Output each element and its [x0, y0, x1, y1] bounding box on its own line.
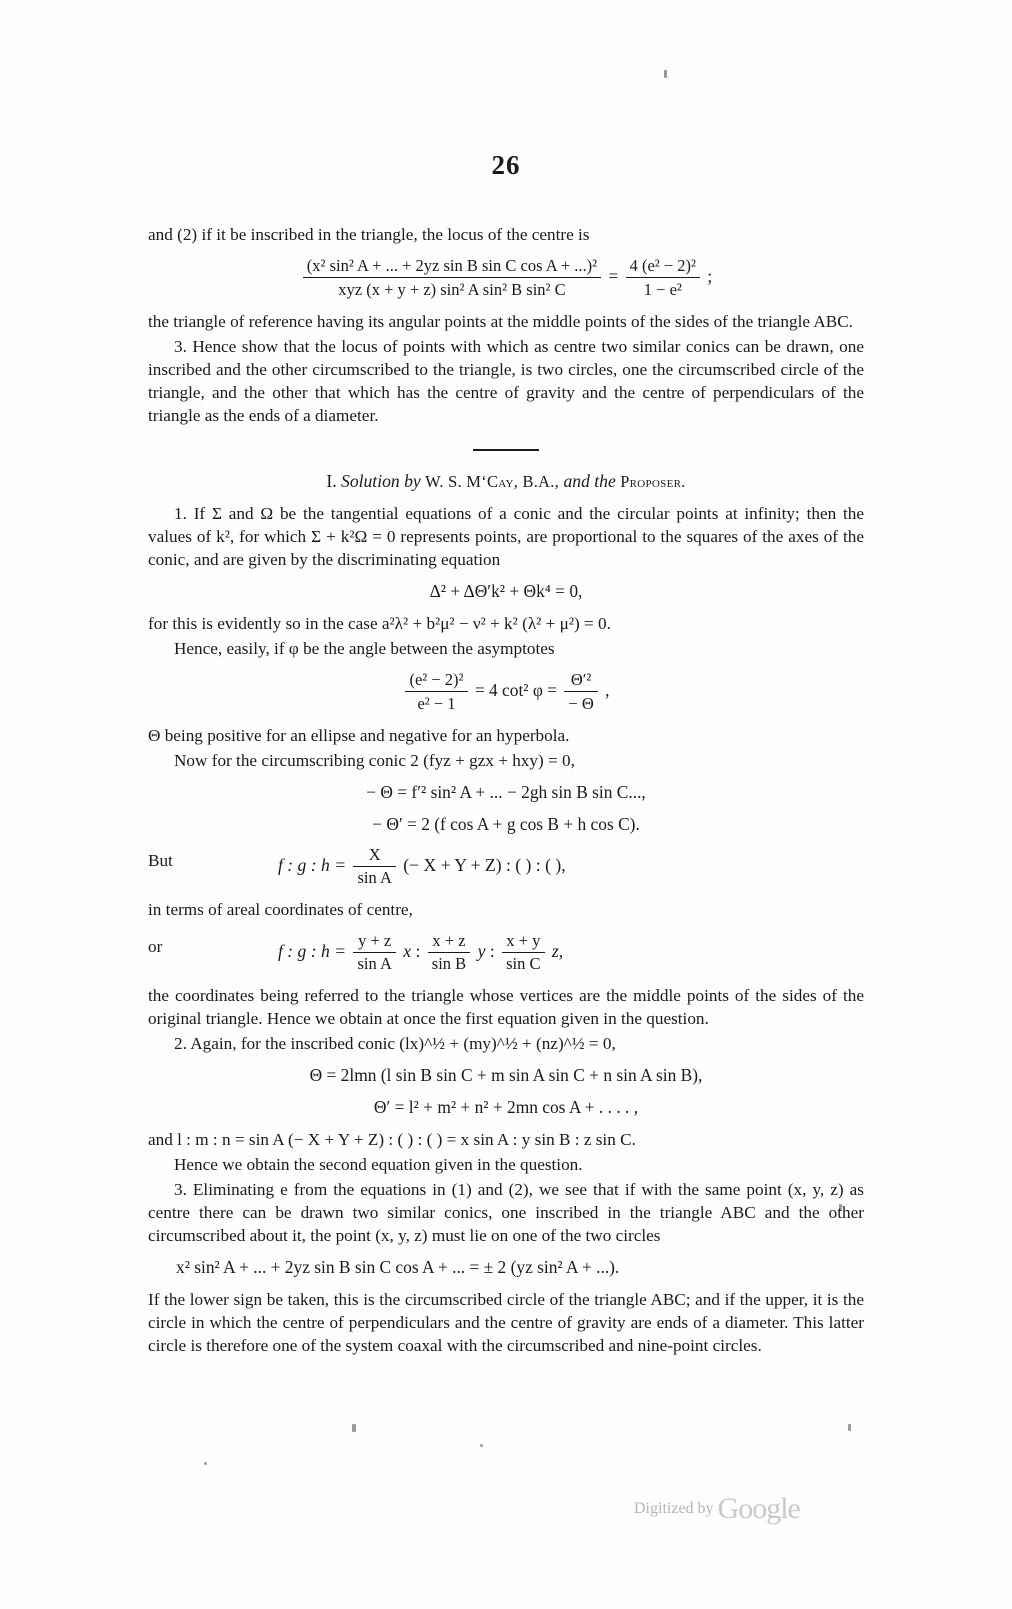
fraction-left — [405, 669, 467, 715]
fraction-numerator: 4 (e² − 2)² — [626, 255, 700, 278]
fraction-denominator: − Θ — [568, 694, 594, 714]
fraction-numerator: (e² − 2)² — [405, 669, 467, 692]
section-divider — [473, 449, 539, 451]
fraction-3 — [502, 931, 544, 974]
paragraph-15: If the lower sign be taken, this is the circumscribed circle of the triangle ABC; and if the upper, it is the circle in which the centre of perpendiculars and the centre of gravity are ends of a diameter. This latter circle is therefore one of the system coaxal with the circumscribed and nine-point circles. — [148, 1289, 864, 1355]
equation-4: − Θ = f′² sin² A + ... − 2gh sin B sin C..., — [366, 781, 646, 802]
fraction-denominator: xyz (x + y + z) sin² A sin² B sin² C — [338, 280, 566, 300]
fraction-left — [303, 255, 601, 301]
fraction-denominator: 1 − e² — [643, 280, 682, 300]
fraction-numerator: Θ′² — [564, 669, 597, 692]
variable-2: y — [477, 940, 486, 961]
equation-lhs: f : g : h = — [278, 940, 347, 961]
fraction-denominator: sin A — [357, 954, 392, 974]
fraction-numerator: x + y — [502, 931, 544, 953]
fraction-denominator: sin C — [506, 954, 541, 974]
equation-lhs: f : g : h = — [278, 854, 347, 875]
scan-speck — [204, 1462, 207, 1465]
but-label: But — [148, 851, 173, 871]
paragraph-13: Hence we obtain the second equation given in the question. — [174, 1154, 583, 1174]
paragraph-2: the triangle of reference having its angular points at the middle points of the sides of the triangle ABC. — [148, 311, 853, 331]
scan-speck — [352, 1424, 356, 1432]
paragraph-8: Now for the circumscribing conic 2 (fyz + gzx + hxy) = 0, — [174, 750, 575, 770]
paragraph-4: 1. If Σ and Ω be the tangential equations of a conic and the circular points at infinity; then the values of k², for which Σ + k²Ω = 0 represents points, are proportional to the squares of the axes of the conic, and are given by the discriminating equation — [148, 504, 864, 570]
paragraph-11: 2. Again, for the inscribed conic (lx)^½ + (my)^½ + (nz)^½ = 0, — [174, 1034, 616, 1054]
paragraph-14: 3. Eliminating e from the equations in (1) and (2), we see that if with the same point (x, y, z) as centre there can be drawn two similar conics, one inscribed in the triangle ABC and the other circumscribed about it, the point (x, y, z) must lie on one of the two circles — [148, 1179, 864, 1245]
solution-proposer: Proposer. — [620, 472, 686, 492]
equation-6 — [278, 845, 566, 888]
variable-1: x — [403, 940, 412, 961]
colon-2: : — [489, 940, 495, 961]
fraction-denominator: e² − 1 — [417, 694, 456, 714]
paragraph-6: Hence, easily, if φ be the angle between the asymptotes — [174, 638, 555, 658]
scan-speck — [664, 70, 667, 78]
scan-speck — [480, 1444, 483, 1447]
paragraph-3: 3. Hence show that the locus of points with which as centre two similar conics can be drawn, one inscribed and the other circumscribed to the triangle, is two circles, one the circumscribed circle of the triangle, and the other that which has the centre of gravity and the centre of perpendiculars of the triangle as the ends of a diameter. — [148, 336, 864, 426]
paragraph-5: for this is evidently so in the case a²λ² + b²μ² − ν² + k² (λ² + μ²) = 0. — [148, 613, 611, 633]
fraction-numerator: X — [353, 845, 395, 867]
fraction-numerator: (x² sin² A + ... + 2yz sin B sin C cos A + ...)² — [303, 255, 601, 278]
solution-by-label: Solution by — [341, 471, 421, 492]
equation-3 — [148, 669, 864, 715]
fraction-1 — [353, 931, 395, 974]
page-number: 26 — [491, 150, 521, 180]
equation-2: Δ² + ΔΘ′k² + Θk⁴ = 0, — [429, 581, 583, 602]
fraction-2 — [428, 931, 470, 974]
fraction-numerator: x + z — [428, 931, 470, 953]
equals-sign: = — [608, 265, 619, 286]
fraction-denominator: sin A — [357, 868, 392, 888]
paragraph-9: in terms of areal coordinates of centre, — [148, 900, 413, 920]
variable-3: z, — [551, 940, 564, 961]
equation-trailer: , — [605, 679, 610, 700]
equation-1 — [148, 255, 864, 301]
equation-7-row — [148, 931, 864, 974]
fraction-right — [626, 255, 700, 301]
solution-author: W. S. M‘Cay, B.A., — [425, 472, 560, 492]
page-content — [148, 150, 864, 1359]
paragraph-10: the coordinates being referred to the triangle whose vertices are the middle points of the sides of the original triangle. Hence we obtain at once the first equation given in the question. — [148, 986, 864, 1029]
equation-trailer: ; — [707, 265, 713, 286]
digitized-footer — [634, 1492, 800, 1526]
solution-heading — [148, 471, 864, 492]
equation-middle: = 4 cot² φ = — [474, 679, 558, 700]
fraction-numerator: y + z — [353, 931, 395, 953]
equation-10: x² sin² A + ... + 2yz sin B sin C cos A + ... = ± 2 (yz sin² A + ...). — [176, 1256, 620, 1277]
equation-5: − Θ′ = 2 (f cos A + g cos B + h cos C). — [372, 813, 640, 834]
solution-number: I. — [326, 471, 337, 492]
equation-rhs: (− X + Y + Z) : ( ) : ( ), — [403, 854, 566, 875]
paragraph-12: and l : m : n = sin A (− X + Y + Z) : ( ) : ( ) = x sin A : y sin B : z sin C. — [148, 1129, 636, 1149]
paragraph-7: Θ being positive for an ellipse and negative for an hyperbola. — [148, 725, 570, 745]
digitized-by-label: Digitized by — [634, 1500, 714, 1517]
solution-and-label: and the — [563, 471, 616, 492]
google-wordmark: Google — [717, 1492, 800, 1525]
fraction-right — [564, 669, 597, 715]
equation-7 — [278, 931, 564, 974]
equation-9: Θ′ = l² + m² + n² + 2mn cos A + . . . . , — [373, 1097, 639, 1118]
fraction — [353, 845, 395, 888]
equation-8: Θ = 2lmn (l sin B sin C + m sin A sin C + n sin A sin B), — [309, 1065, 703, 1086]
equation-6-row — [148, 845, 864, 888]
fraction-denominator: sin B — [431, 954, 467, 974]
paragraph-1: and (2) if it be inscribed in the triangle, the locus of the centre is — [148, 225, 590, 244]
colon-1: : — [415, 940, 421, 961]
or-label: or — [148, 937, 163, 957]
scan-speck — [848, 1424, 851, 1431]
